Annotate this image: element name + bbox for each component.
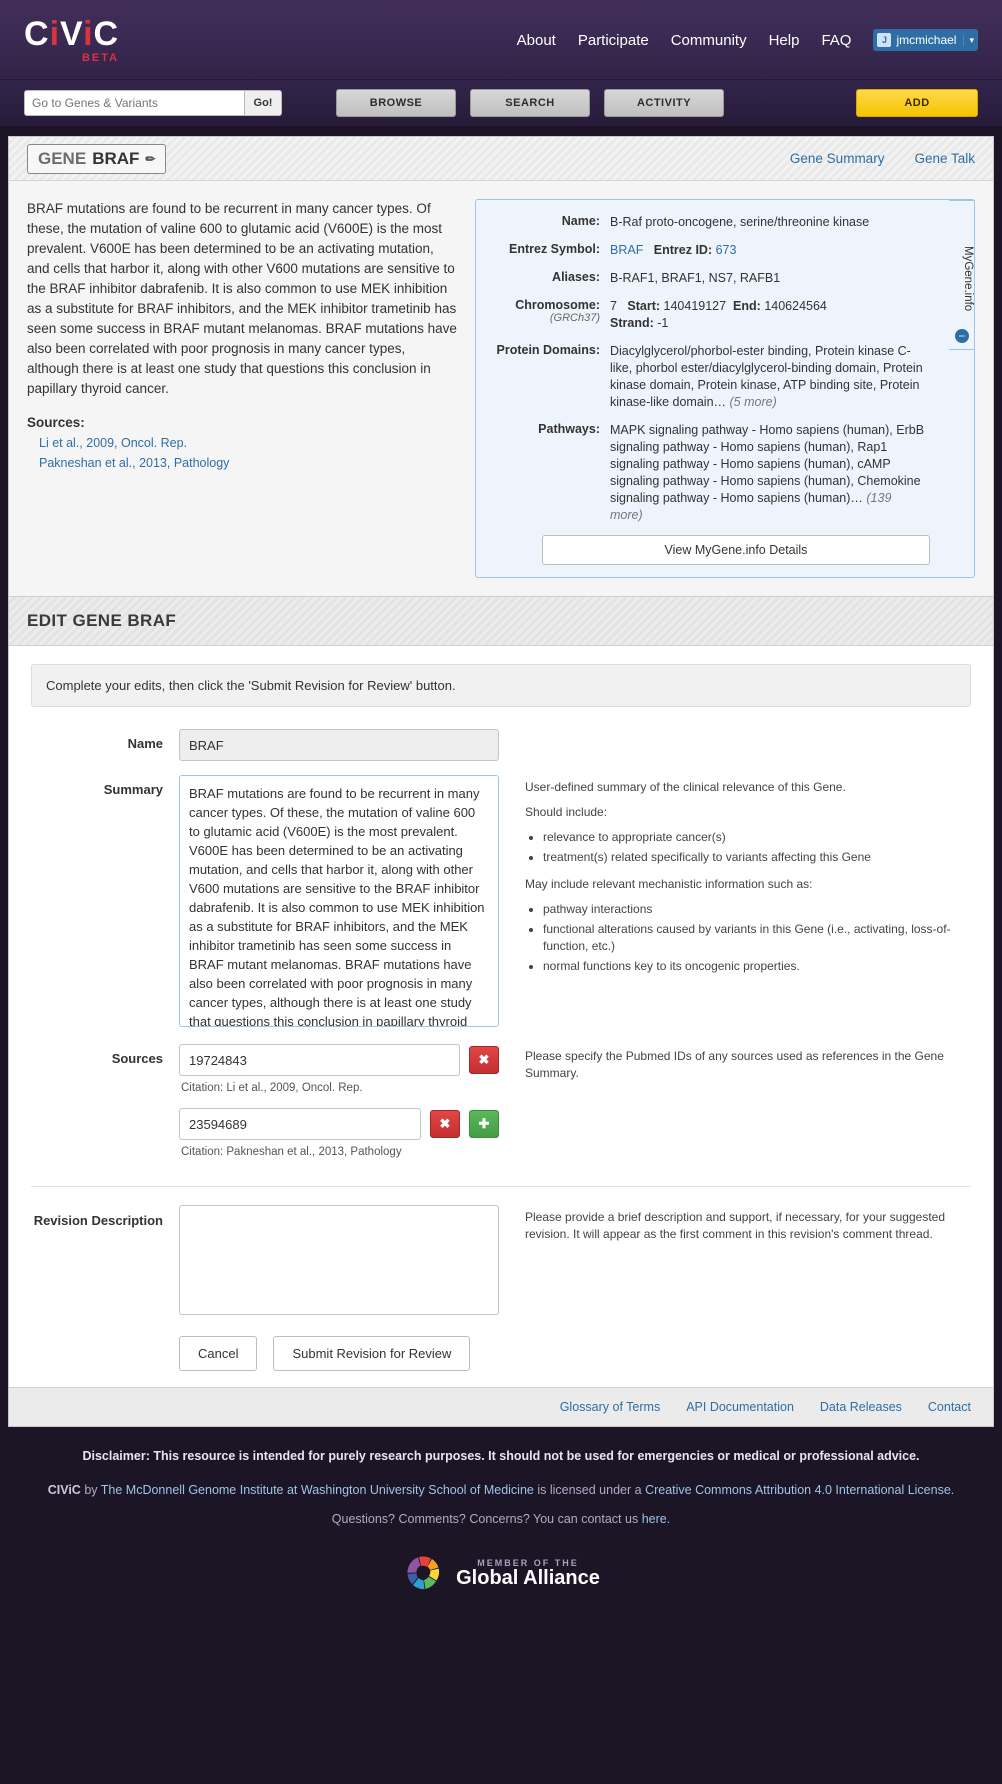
- mygene-entrez-row: [492, 242, 958, 259]
- name-field-label: Name: [127, 736, 163, 751]
- view-mygene-details-button[interactable]: View MyGene.info Details: [542, 535, 930, 565]
- footer-licensed-text: is licensed under a: [537, 1483, 642, 1497]
- nav-item-faq[interactable]: FAQ: [821, 31, 852, 49]
- mygene-aliases-row: [492, 270, 958, 287]
- cancel-button[interactable]: Cancel: [179, 1336, 257, 1371]
- edit-pencil-icon[interactable]: ✏: [145, 151, 156, 166]
- action-bar: [0, 80, 1002, 128]
- global-alliance-name: Global Alliance: [456, 1566, 600, 1589]
- main-content: [8, 136, 994, 1427]
- summary-field[interactable]: [179, 775, 499, 1027]
- edit-section-heading: EDIT GENE BRAF: [9, 596, 993, 646]
- quick-search: [24, 90, 282, 116]
- mygene-pathways-value: MAPK signaling pathway - Homo sapiens (human), ErbB signaling pathway - Homo sapiens (human), Rap1 signaling pathway - Homo sapiens (human), cAMP signaling pathway - Homo sapiens (human), Chemokine signaling pathway - Homo sapiens (human)…: [610, 423, 925, 505]
- summary-help-intro: User-defined summary of the clinical relevance of this Gene.: [525, 780, 846, 794]
- source-link-1[interactable]: Li et al., 2009, Oncol. Rep.: [39, 436, 188, 450]
- submit-revision-button[interactable]: Submit Revision for Review: [273, 1336, 470, 1371]
- gene-header: [9, 137, 993, 181]
- mygene-start-value: 140419127: [663, 299, 727, 313]
- activity-button[interactable]: ACTIVITY: [604, 89, 724, 117]
- mygene-tab[interactable]: [949, 200, 975, 350]
- mygene-chromosome-label: Chromosome:: [515, 298, 600, 312]
- summary-help-may-item-2: • functional alterations caused by variants in this Gene (i.e., activating, loss-of-function, etc.): [543, 921, 971, 955]
- footer-institute-link[interactable]: The McDonnell Genome Institute at Washington University School of Medicine: [100, 1483, 534, 1497]
- sources-help: [499, 1044, 971, 1172]
- edit-form: [9, 646, 993, 1387]
- user-menu[interactable]: [873, 29, 978, 51]
- global-alliance-logo-icon: [402, 1552, 444, 1594]
- site-footer: [0, 1427, 1002, 1632]
- link-gene-summary[interactable]: Gene Summary: [789, 151, 885, 166]
- summary-help-may-item-1: • pathway interactions: [543, 901, 971, 918]
- revision-help: [499, 1205, 971, 1318]
- global-alliance-badge: [40, 1552, 962, 1622]
- footer-questions-text: Questions? Comments? Concerns? You can contact us: [331, 1512, 639, 1526]
- summary-help-should: Should include:: [525, 805, 608, 819]
- logo-text: CiViC: [24, 14, 120, 53]
- footer-contact-link[interactable]: here: [641, 1512, 667, 1526]
- link-gene-talk[interactable]: Gene Talk: [914, 151, 975, 166]
- footer-link-data-releases[interactable]: Data Releases: [819, 1400, 902, 1414]
- revision-description-field[interactable]: [179, 1205, 499, 1315]
- summary-help: [499, 775, 971, 1030]
- browse-button[interactable]: BROWSE: [336, 89, 456, 117]
- search-button[interactable]: SEARCH: [470, 89, 590, 117]
- remove-source-button-1[interactable]: ✖: [469, 1046, 499, 1074]
- user-name: jmcmichael: [896, 33, 957, 47]
- main-nav: [517, 29, 978, 51]
- mygene-genome-build: (GRCh37): [549, 312, 600, 324]
- nav-item-community[interactable]: Community: [670, 31, 747, 49]
- gene-links: [790, 151, 975, 166]
- mygene-name-label: Name:: [561, 214, 600, 228]
- mygene-pathways-more[interactable]: (139 more): [610, 491, 892, 522]
- footer-disclaimer: Disclaimer: This resource is intended for purely research purposes. It should not be used for emergencies or medical or professional advice.: [82, 1449, 920, 1463]
- gene-name: BRAF: [92, 148, 140, 168]
- nav-item-about[interactable]: About: [516, 31, 556, 49]
- mygene-aliases-label: Aliases:: [552, 270, 600, 284]
- source-citation-1: Citation: Li et al., 2009, Oncol. Rep.: [181, 1082, 363, 1094]
- mygene-name-row: [492, 214, 958, 231]
- summary-help-should-item-2: • treatment(s) related specifically to variants affecting this Gene: [543, 849, 971, 866]
- mygene-pathways-label: Pathways:: [538, 422, 600, 436]
- global-alliance-text: [456, 1558, 600, 1589]
- source-row-2: [179, 1108, 499, 1140]
- mygene-info-panel: [475, 199, 975, 578]
- mygene-strand-value: -1: [657, 316, 669, 330]
- summary-help-should-item-1: • relevance to appropriate cancer(s): [543, 829, 971, 846]
- search-input[interactable]: [24, 90, 244, 116]
- mygene-entrez-symbol-value[interactable]: BRAF: [610, 243, 644, 257]
- sources-heading: Sources:: [27, 415, 85, 430]
- gene-overview: [9, 181, 993, 596]
- source-row-1: [179, 1044, 499, 1076]
- summary-help-may: May include relevant mechanistic information such as:: [525, 877, 813, 891]
- summary-help-may-item-3: • normal functions key to its oncogenic properties.: [543, 958, 971, 975]
- edit-instructions: Complete your edits, then click the 'Submit Revision for Review' button.: [31, 664, 971, 707]
- mygene-protein-domains-row: [492, 343, 958, 411]
- footer-link-bar: [9, 1387, 993, 1426]
- gene-label: GENE: [38, 148, 87, 168]
- mygene-entrez-symbol-label: Entrez Symbol:: [509, 242, 600, 256]
- source-pmid-field-1[interactable]: [179, 1044, 460, 1076]
- go-button[interactable]: Go!: [244, 90, 282, 116]
- mygene-protein-domains-value: Diacylglycerol/phorbol-ester binding, Protein kinase C-like, phorbol ester/diacylglycerol-binding domain, Protein kinase domain, Protein kinase, ATP binding site, Protein kinase-like domain…: [610, 344, 923, 409]
- add-source-button[interactable]: ✚: [469, 1110, 499, 1138]
- mygene-entrez-id-label: Entrez ID:: [653, 243, 713, 257]
- footer-civic-mark: CIViC: [47, 1483, 81, 1497]
- sources-help-text: Please specify the Pubmed IDs of any sources used as references in the Gene Summary.: [525, 1049, 944, 1080]
- source-pmid-field-2[interactable]: [179, 1108, 421, 1140]
- footer-link-api-docs[interactable]: API Documentation: [686, 1400, 794, 1414]
- nav-item-help[interactable]: Help: [768, 31, 800, 49]
- footer-license: [40, 1481, 962, 1500]
- mygene-end-label: End:: [733, 299, 761, 313]
- mygene-end-value: 140624564: [764, 299, 827, 313]
- form-row-revision: [31, 1205, 971, 1318]
- form-row-summary: [31, 775, 971, 1030]
- mygene-chromosome-value: 7: [610, 299, 617, 313]
- revision-field-label: Revision Description: [33, 1213, 163, 1228]
- footer-questions: Questions? Comments? Concerns? You can contact us here.: [331, 1512, 671, 1526]
- mygene-entrez-id-value[interactable]: 673: [715, 243, 737, 257]
- gene-description: BRAF mutations are found to be recurrent in many cancer types. Of these, the mutation of valine 600 to glutamic acid (V600E) is the most prevalent. V600E has been determined to be an activating mutation, and cells that harbor it, along with other V600 mutations are sensitive to the BRAF inhibitor dabrafenib. It is also common to use MEK inhibition as a substitute for BRAF inhibitors, and the MEK inhibitor trametinib has seen some success in BRAF mutant melanomas. BRAF mutations have also been correlated with poor prognosis in many cancer types, although there is at least one study that questions this conclusion in papillary thyroid cancer.: [27, 201, 457, 396]
- footer-link-contact[interactable]: Contact: [927, 1400, 971, 1414]
- mygene-aliases-value: B-RAF1, BRAF1, NS7, RAFB1: [610, 271, 781, 285]
- global-alliance-member-label: MEMBER OF THE: [477, 1557, 579, 1568]
- mygene-pathways-row: [492, 422, 958, 524]
- revision-help-text: Please provide a brief description and support, if necessary, for your suggested revision. It will appear as the first comment in this revision's comment thread.: [525, 1210, 946, 1241]
- chevron-down-icon: ▾: [963, 35, 974, 46]
- form-actions: [179, 1336, 971, 1371]
- logo-beta: BETA: [81, 51, 120, 64]
- footer-link-glossary[interactable]: Glossary of Terms: [559, 1400, 661, 1414]
- summary-field-label: Summary: [103, 782, 163, 797]
- mygene-strand-label: Strand:: [610, 316, 654, 330]
- civic-logo[interactable]: [24, 14, 120, 64]
- mygene-tab-label: MyGene.info: [962, 246, 974, 312]
- form-row-sources: [31, 1044, 971, 1172]
- source-citation-2: Citation: Pakneshan et al., 2013, Pathology: [181, 1146, 402, 1158]
- avatar: J: [877, 33, 891, 47]
- form-divider: [31, 1186, 971, 1187]
- remove-source-button-2[interactable]: ✖: [430, 1110, 460, 1138]
- add-button[interactable]: ADD: [856, 89, 978, 117]
- mygene-start-label: Start:: [627, 299, 661, 313]
- nav-item-participate[interactable]: Participate: [577, 31, 649, 49]
- mygene-chromosome-row: [492, 298, 958, 332]
- footer-license-link[interactable]: Creative Commons Attribution 4.0 International License.: [645, 1483, 955, 1497]
- footer-by: by: [84, 1483, 98, 1497]
- top-navbar: [0, 0, 1002, 80]
- sources-field-label: Sources: [111, 1051, 163, 1066]
- gene-description-block: [27, 199, 457, 578]
- source-link-2[interactable]: Pakneshan et al., 2013, Pathology: [39, 456, 230, 470]
- form-row-name: [31, 729, 971, 761]
- mygene-protein-domains-label: Protein Domains:: [496, 343, 600, 357]
- gene-title-badge[interactable]: [27, 144, 166, 174]
- name-field[interactable]: [179, 729, 499, 761]
- mygene-protein-domains-more[interactable]: (5 more): [729, 395, 777, 409]
- info-icon[interactable]: i: [955, 329, 969, 343]
- mygene-name-value: B-Raf proto-oncogene, serine/threonine kinase: [610, 215, 870, 229]
